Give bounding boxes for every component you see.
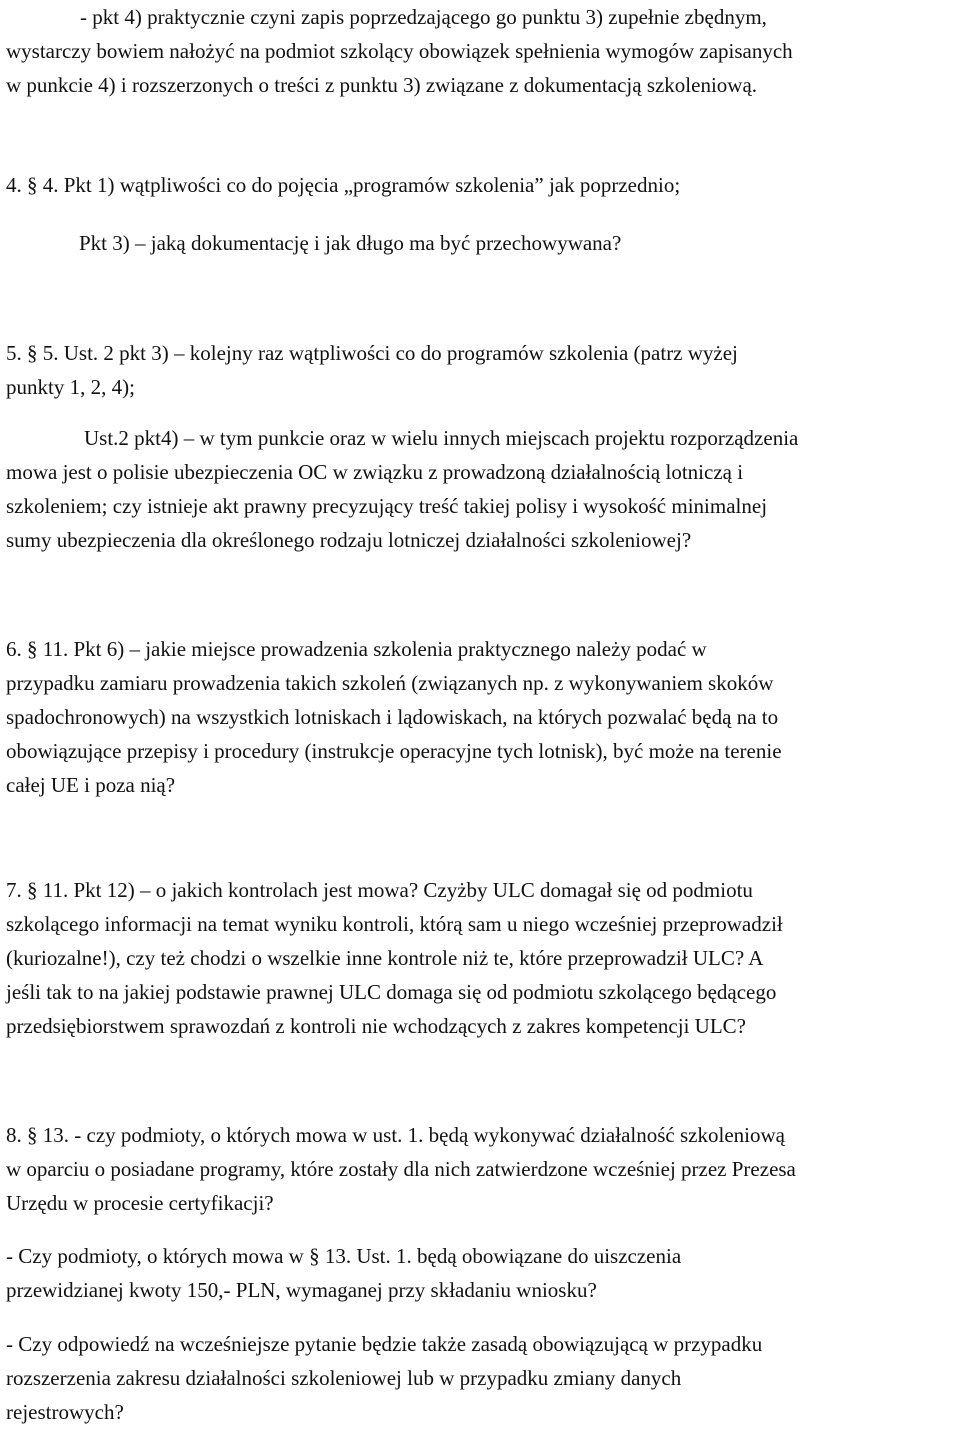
text-line: Ust.2 pkt4) – w tym punkcie oraz w wielu innych miejscach projektu rozporządzenia [84,426,799,450]
text-line: całej UE i poza nią? [6,773,176,797]
text-line: jeśli tak to na jakiej podstawie prawnej ULC domaga się od podmiotu szkolącego będącego [6,980,777,1004]
text-line: 5. § 5. Ust. 2 pkt 3) – kolejny raz wątpliwości co do programów szkolenia (patrz wyżej [6,341,738,365]
text-line: przedsiębiorstwem sprawozdań z kontroli nie wchodzących z zakres kompetencji ULC? [6,1014,746,1038]
text-line: punkty 1, 2, 4); [6,375,135,399]
paragraph-item-6 [6,632,956,802]
text-line: 4. § 4. Pkt 1) wątpliwości co do pojęcia „programów szkolenia” jak poprzednio; [6,173,681,197]
text-line: 7. § 11. Pkt 12) – o jakich kontrolach jest mowa? Czyżby ULC domagał się od podmiotu [6,878,753,902]
text-line: Urzędu w procesie certyfikacji? [6,1191,274,1215]
paragraph-item-7 [6,873,956,1043]
text-line: szkolącego informacji na temat wyniku kontroli, którą sam u niego wcześniej przeprowadził [6,912,783,936]
paragraph-item-4-pkt3 [6,226,956,260]
text-line: - Czy odpowiedź na wcześniejsze pytanie będzie także zasadą obowiązującą w przypadku [6,1332,763,1356]
text-line: rozszerzenia zakresu działalności szkoleniowej lub w przypadku zmiany danych [6,1366,682,1390]
text-line: 8. § 13. - czy podmioty, o których mowa w ust. 1. będą wykonywać działalność szkoleniową [6,1123,785,1147]
text-line: - pkt 4) praktycznie czyni zapis poprzedzającego go punktu 3) zupełnie zbędnym, [80,5,767,29]
text-line: w oparciu o posiadane programy, które zostały dla nich zatwierdzone wcześniej przez Prezesa [6,1157,796,1181]
paragraph-item-8-question-3 [6,1327,956,1429]
text-line: 6. § 11. Pkt 6) – jakie miejsce prowadzenia szkolenia praktycznego należy podać w [6,637,707,661]
text-line: przypadku zamiaru prowadzenia takich szkoleń (związanych np. z wykonywaniem skoków [6,671,774,695]
text-line: szkoleniem; czy istnieje akt prawny precyzujący treść takiej polisy i wysokość minimalnej [6,494,768,518]
text-line: przewidzianej kwoty 150,- PLN, wymaganej przy składaniu wniosku? [6,1278,597,1302]
text-line: Pkt 3) – jaką dokumentację i jak długo ma być przechowywana? [79,231,622,255]
paragraph-item-8-question-2 [6,1239,956,1307]
text-line: - Czy podmioty, o których mowa w § 13. Ust. 1. będą obowiązane do uiszczenia [6,1244,682,1268]
text-line: spadochronowych) na wszystkich lotniskach i lądowiskach, na których pozwalać będą na to [6,705,779,729]
paragraph-item-5-ust2 [6,421,956,557]
text-line: sumy ubezpieczenia dla określonego rodzaju lotniczej działalności szkoleniowej? [6,528,692,552]
text-line: rejestrowych? [6,1400,124,1424]
text-line: w punkcie 4) i rozszerzonych o treści z punktu 3) związane z dokumentacją szkoleniową. [6,73,758,97]
paragraph-item-5 [6,336,956,404]
paragraph-item-8 [6,1118,956,1220]
text-line: wystarczy bowiem nałożyć na podmiot szkolący obowiązek spełnienia wymogów zapisanych [6,39,793,63]
paragraph-item-4 [6,168,956,202]
paragraph-pkt4-comment [6,0,956,102]
text-line: obowiązujące przepisy i procedury (instrukcje operacyjne tych lotnisk), być może na terenie [6,739,782,763]
text-line: (kuriozalne!), czy też chodzi o wszelkie inne kontrole niż te, które przeprowadził ULC? A [6,946,764,970]
text-line: mowa jest o polisie ubezpieczenia OC w związku z prowadzoną działalnością lotniczą i [6,460,744,484]
